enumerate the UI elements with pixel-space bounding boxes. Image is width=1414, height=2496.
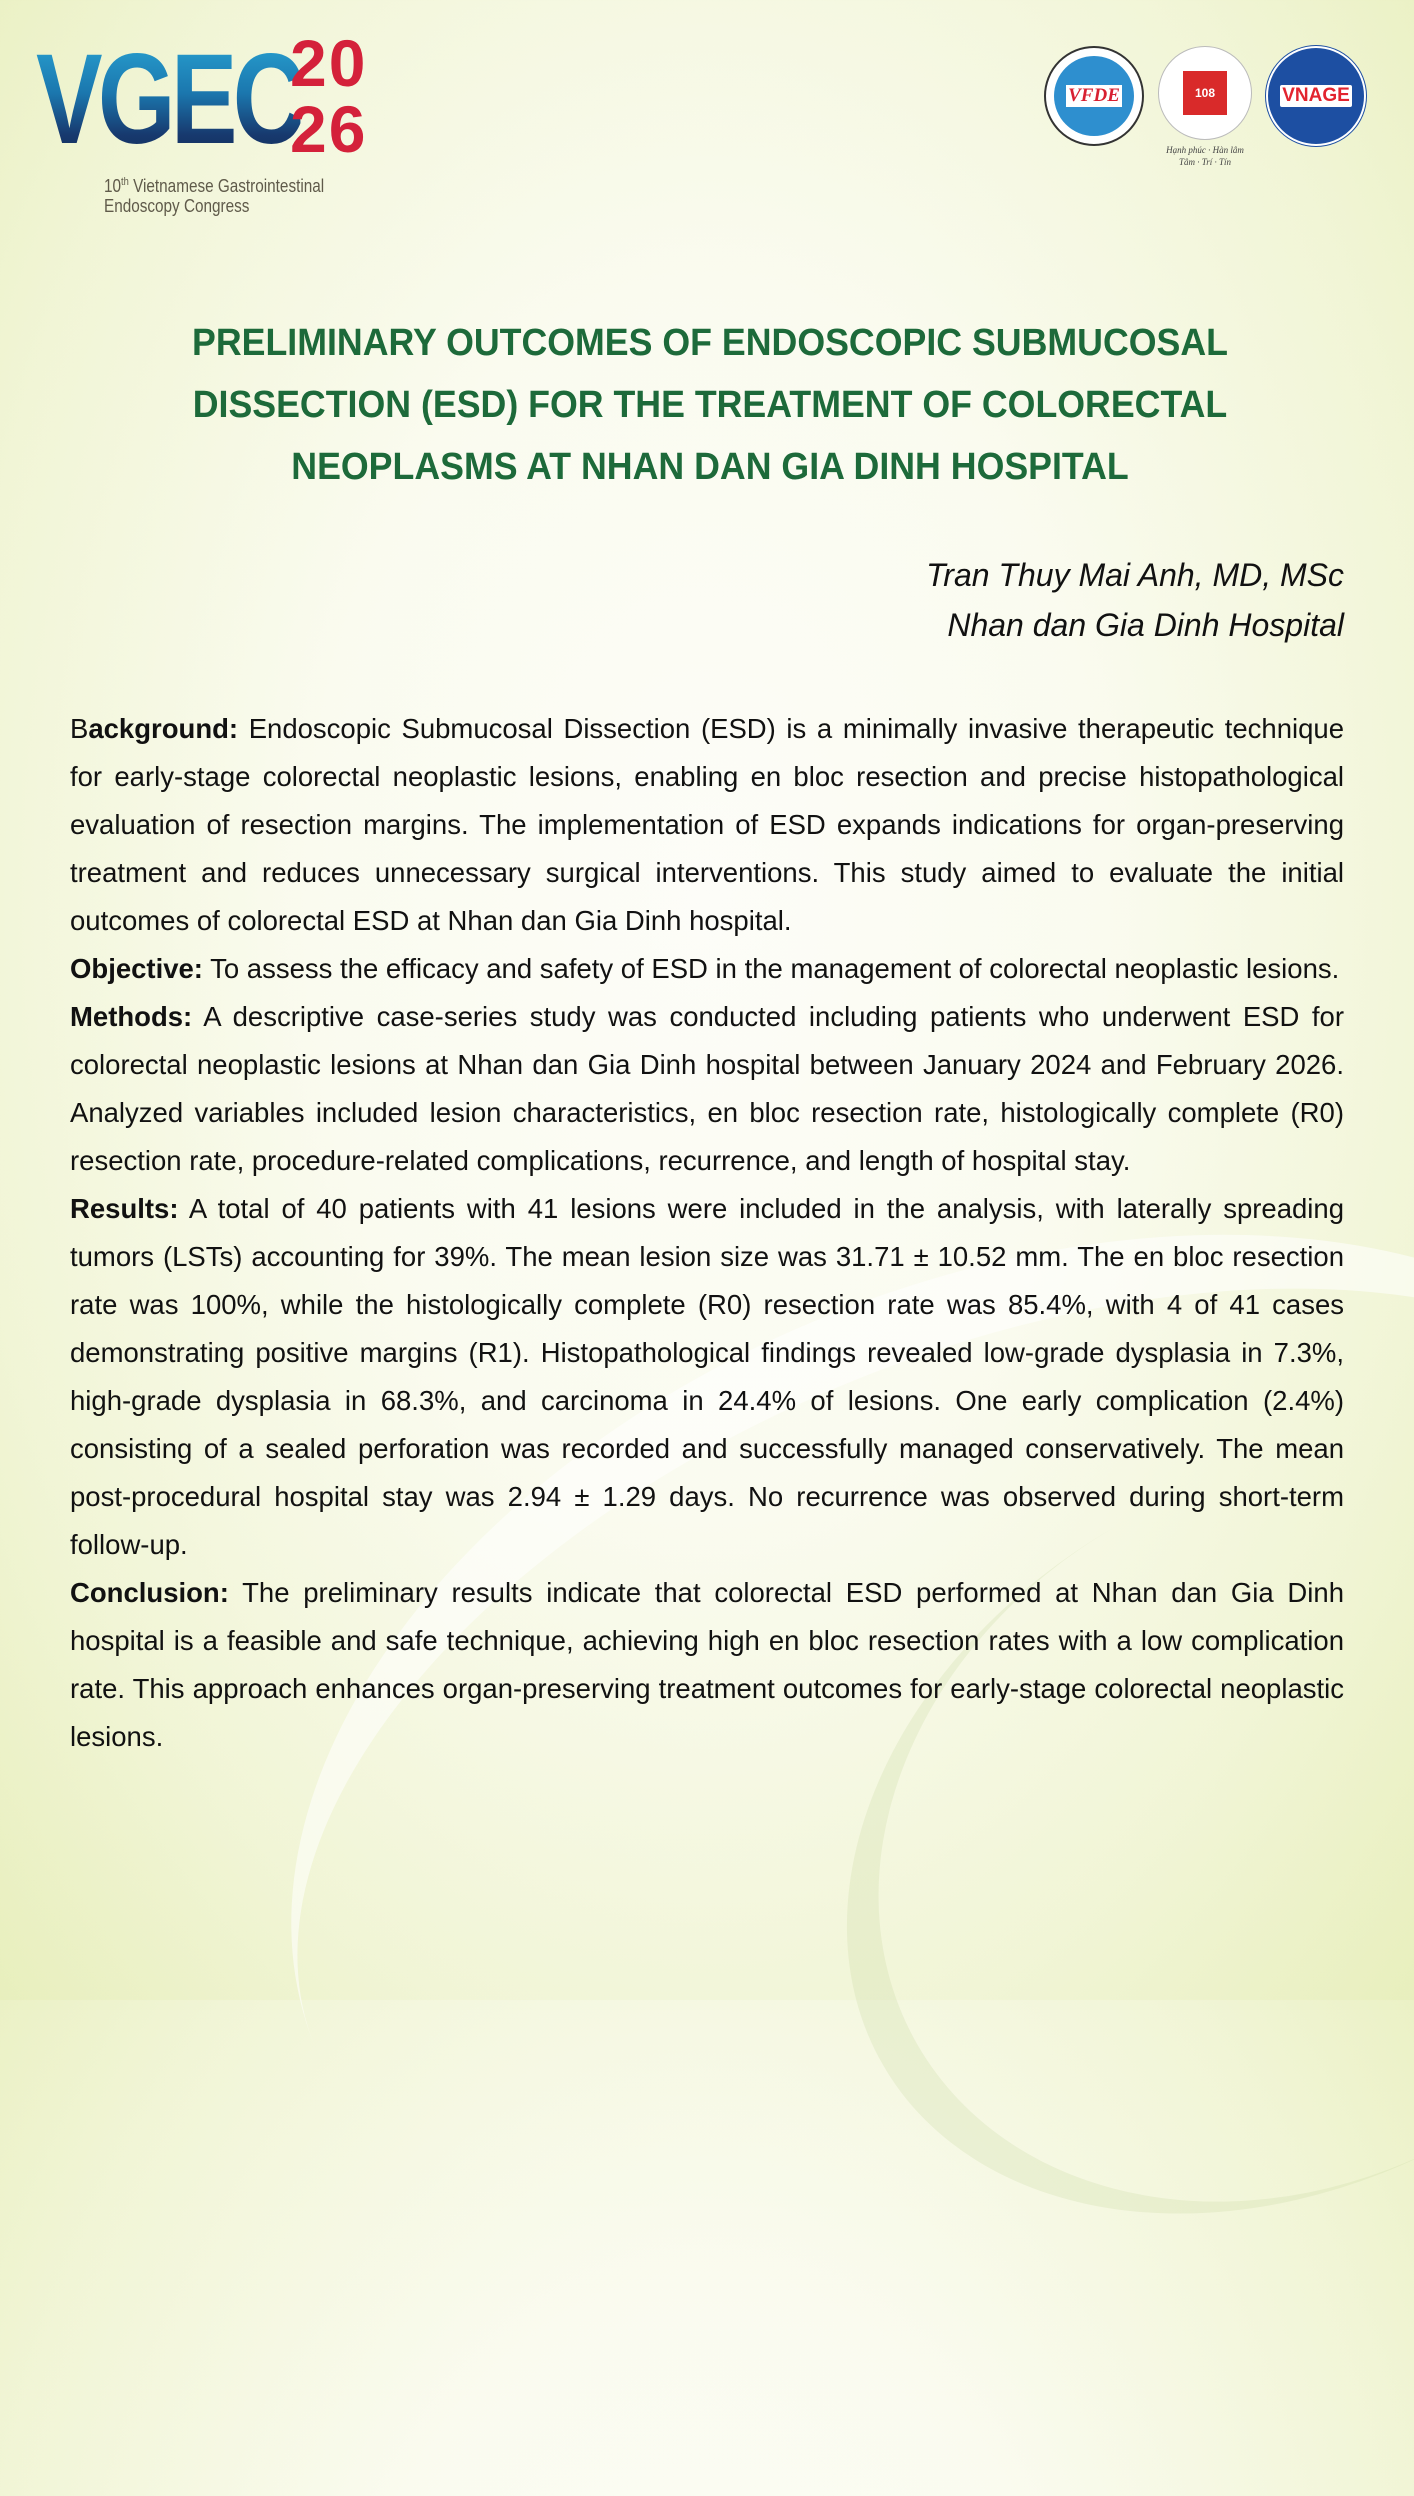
methods-section [70, 993, 1344, 1185]
abstract-title [137, 312, 1284, 498]
header [0, 0, 1414, 240]
title-line-2: DISSECTION (ESD) FOR THE TREATMENT OF COLORECTAL [192, 384, 1228, 426]
red-cross-icon [1183, 71, 1227, 115]
conclusion-section [70, 1569, 1344, 1761]
vfde-logo [1044, 46, 1144, 146]
vgec-logo-letters: VGEC [36, 28, 301, 171]
background-section [70, 705, 1344, 945]
congress-ordinal-suffix: th [121, 176, 129, 188]
military-hospital-108-logo-group [1158, 46, 1252, 168]
results-section [70, 1185, 1344, 1569]
objective-text: To assess the efficacy and safety of ESD in the management of colorectal neoplastic lesions. [202, 953, 1340, 984]
partner-logos [1044, 46, 1366, 168]
objective-section [70, 945, 1344, 993]
conclusion-text: The preliminary results indicate that colorectal ESD performed at Nhan dan Gia Dinh hospital is a feasible and safe technique, achieving high en bloc resection rates with a low complication rate. This approach enhances organ-preserving treatment outcomes for early-stage colorectal neoplastic lesions. [70, 1577, 1344, 1752]
objective-label: Objective: [70, 953, 203, 984]
abstract-body [70, 705, 1344, 1761]
vgec-year-bottom: 26 [290, 92, 368, 166]
congress-name-line2: Endoscopy Congress [104, 196, 250, 216]
hospital-motto-line2: Tâm · Trí · Tín [1178, 157, 1232, 167]
hospital-108-text: 108 [1194, 86, 1216, 100]
author-name: Tran Thuy Mai Anh, MD, MSc [926, 557, 1344, 593]
congress-ordinal: 10 [104, 176, 122, 196]
vnage-logo [1266, 46, 1366, 146]
vgec-year-top: 20 [290, 26, 368, 100]
results-label: Results: [70, 1193, 179, 1224]
vgec-logo-year [290, 26, 368, 166]
background-text: Endoscopic Submucosal Dissection (ESD) is a minimally invasive therapeutic technique for early-stage colorectal neoplastic lesions, enabling en bloc resection and precise histopathological evaluation of resection margins. The implementation of ESD expands indications for organ-preserving treatment and reduces unnecessary surgical interventions. This study aimed to evaluate the initial outcomes of colorectal ESD at Nhan dan Gia Dinh hospital. [70, 713, 1344, 936]
hospital-motto [1166, 144, 1244, 168]
results-text: A total of 40 patients with 41 lesions were included in the analysis, with laterally spreading tumors (LSTs) accounting for 39%. The mean lesion size was 31.71 ± 10.52 mm. The en bloc resection rate was 100%, while the histologically complete (R0) resection rate was 85.4%, with 4 of 41 cases demonstrating positive margins (R1). Histopathological findings revealed low-grade dysplasia in 7.3%, high-grade dysplasia in 68.3%, and carcinoma in 24.4% of lesions. One early complication (2.4%) consisting of a sealed perforation was recorded and successfully managed conservatively. The mean post-procedural hospital stay was 2.94 ± 1.29 days. No recurrence was observed during short-term follow-up. [70, 1193, 1344, 1560]
stomach-emblem-icon [1054, 56, 1134, 136]
vnage-logo-text: VNAGE [1282, 85, 1350, 106]
background-label: ackground: [88, 713, 239, 744]
hospital-motto-line1: Hạnh phúc · Hàn lâm [1166, 145, 1244, 155]
congress-name-line1: Vietnamese Gastrointestinal [128, 176, 325, 196]
title-line-3: NEOPLASMS AT NHAN DAN GIA DINH HOSPITAL [291, 446, 1129, 488]
vfde-logo-text: VFDE [1068, 85, 1120, 106]
vgec-logo-subtitle [104, 172, 324, 216]
military-hospital-108-logo [1158, 46, 1252, 140]
author-block [926, 550, 1344, 650]
vgec-2026-logo [36, 26, 406, 220]
title-line-1: PRELIMINARY OUTCOMES OF ENDOSCOPIC SUBMUCOSAL [192, 322, 1228, 364]
background-label-initial: B [70, 713, 89, 744]
methods-text: A descriptive case-series study was conducted including patients who underwent ESD for colorectal neoplastic lesions at Nhan dan Gia Dinh hospital between January 2024 and February 2026. Analyzed variables included lesion characteristics, en bloc resection rate, histologically complete (R0) resection rate, procedure-related complications, recurrence, and length of hospital stay. [70, 1001, 1344, 1176]
conclusion-label: Conclusion: [70, 1577, 229, 1608]
methods-label: Methods: [70, 1001, 193, 1032]
author-affiliation: Nhan dan Gia Dinh Hospital [947, 607, 1344, 643]
